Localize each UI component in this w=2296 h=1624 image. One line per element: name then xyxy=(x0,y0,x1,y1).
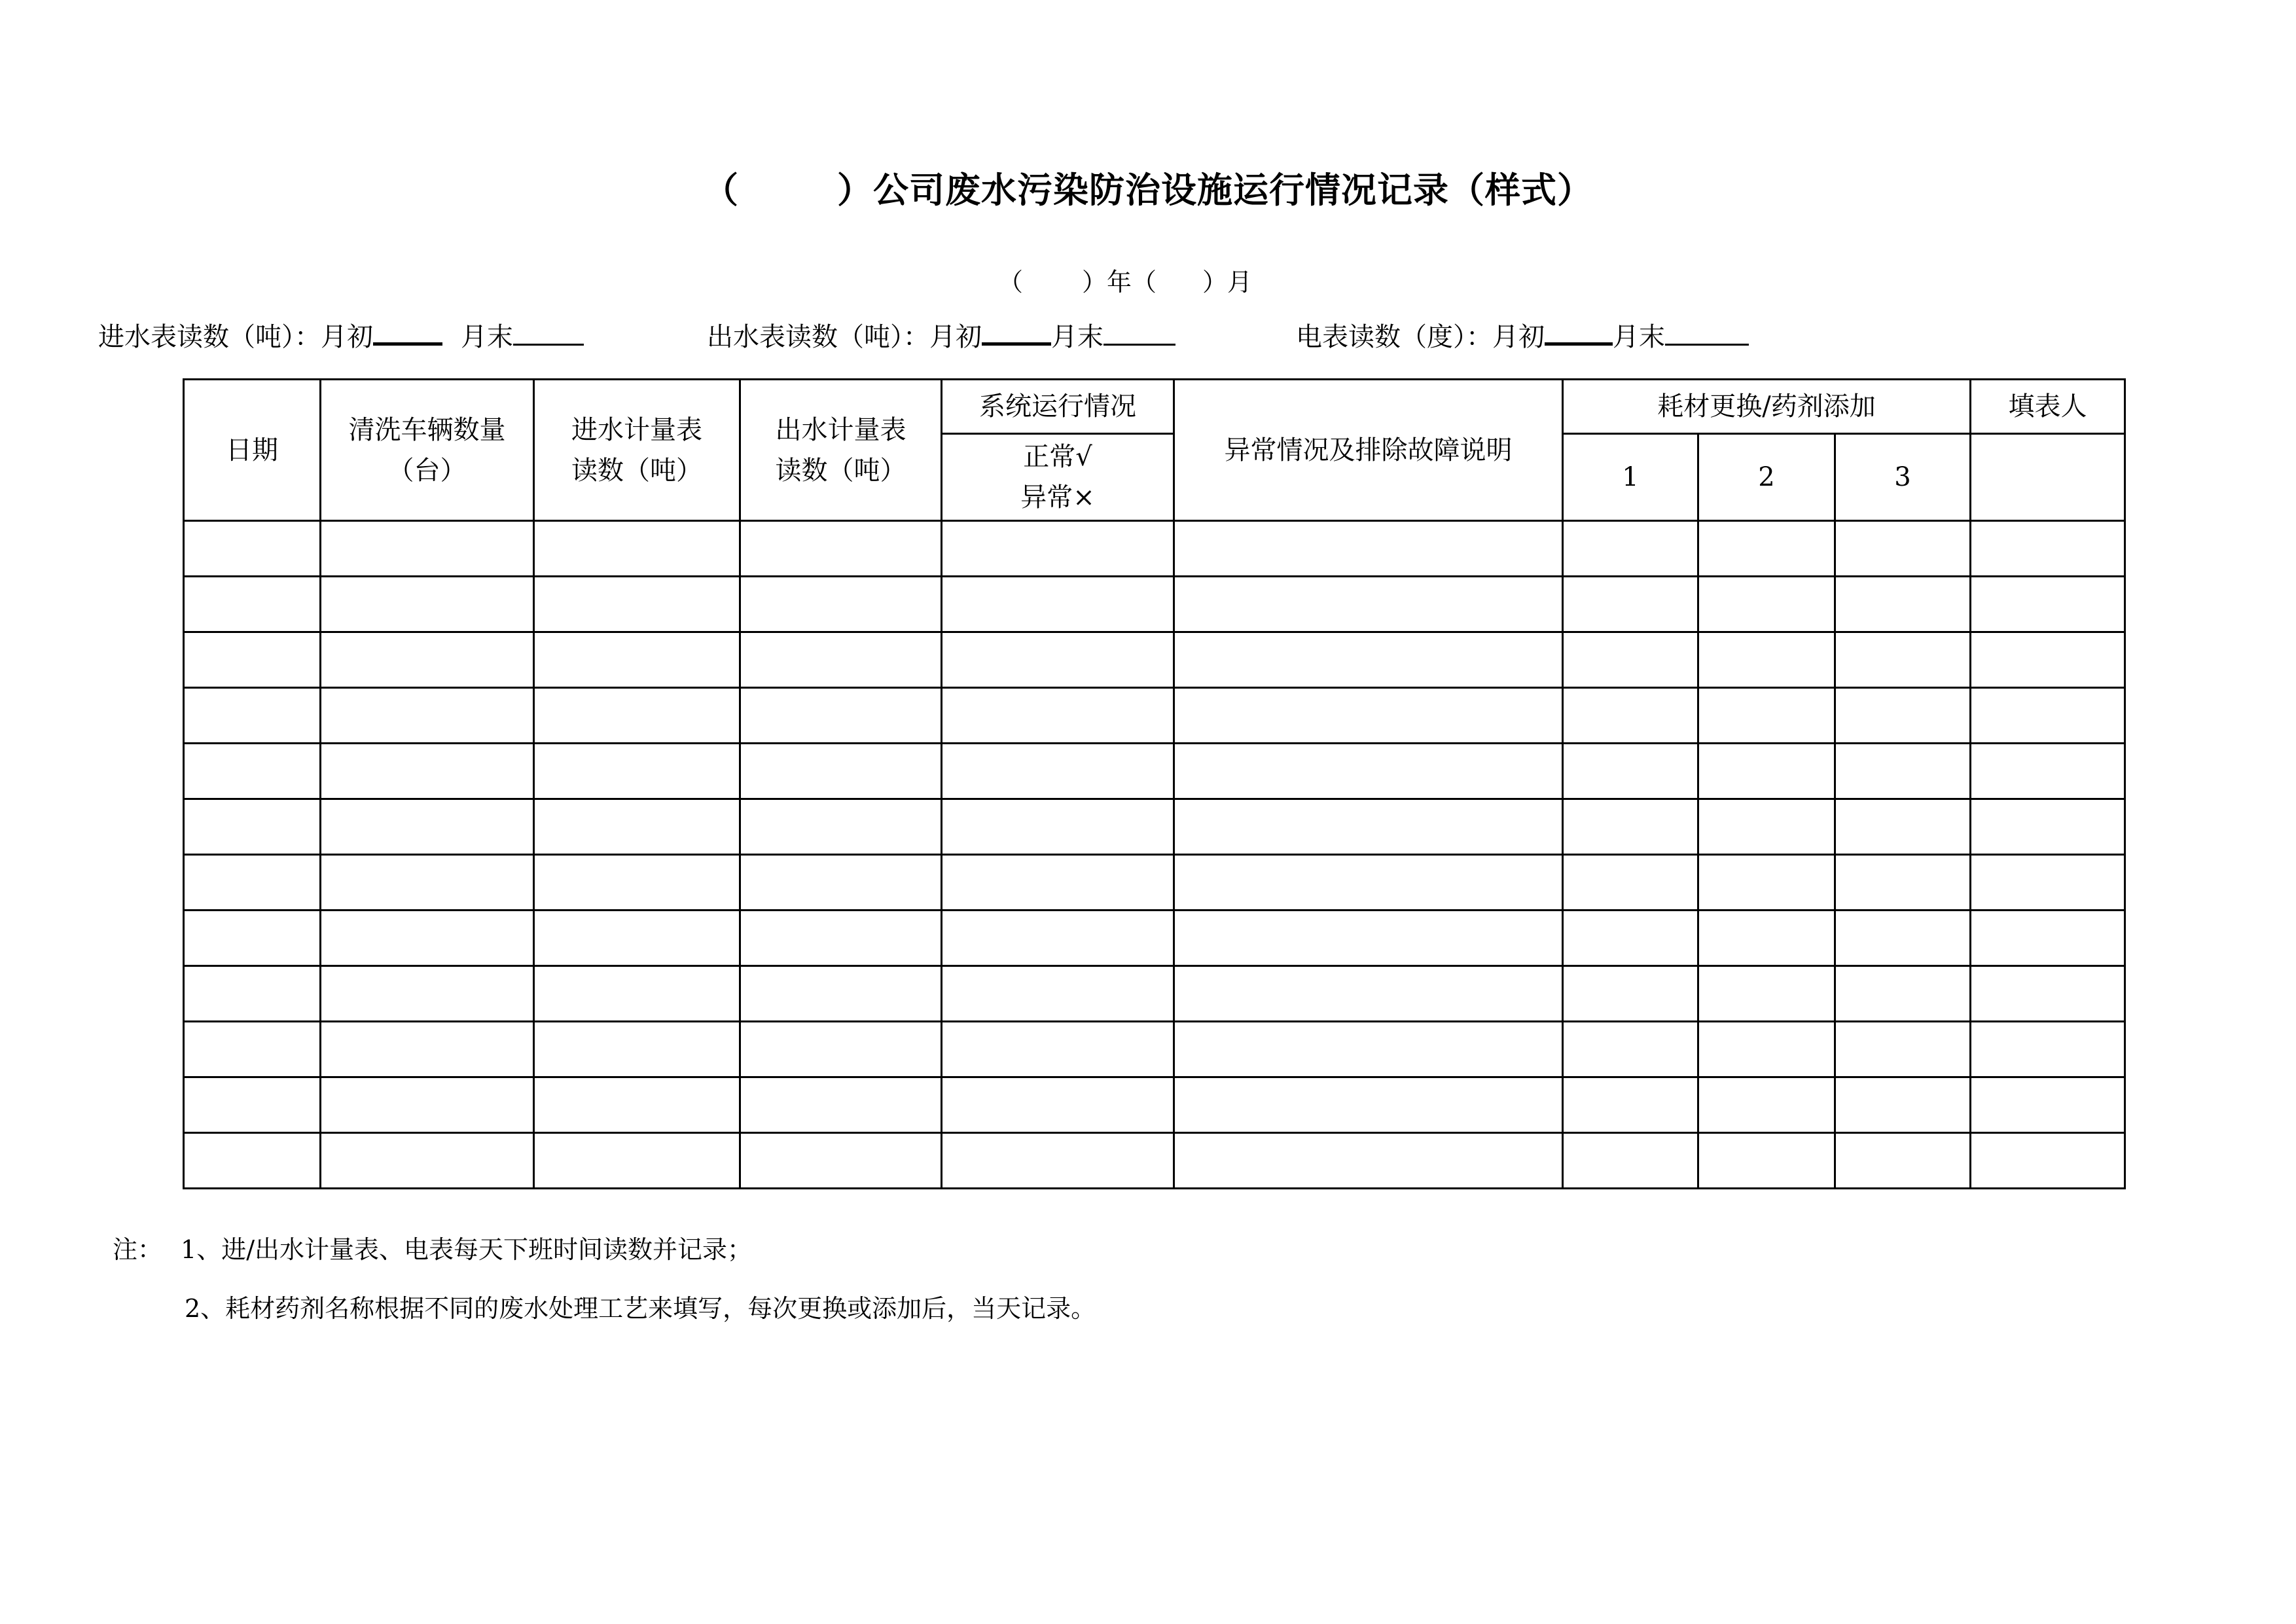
table-cell[interactable] xyxy=(1174,1133,1563,1189)
table-cell[interactable] xyxy=(1835,966,1971,1022)
header-line: 读数（吨） xyxy=(571,455,702,486)
table-row xyxy=(184,744,2125,799)
table-cell[interactable] xyxy=(1563,1022,1698,1077)
table-cell[interactable] xyxy=(321,1022,534,1077)
header-date: 日期 xyxy=(184,380,321,521)
table-cell[interactable] xyxy=(942,744,1174,799)
table-cell[interactable] xyxy=(1835,1022,1971,1077)
table-cell[interactable] xyxy=(942,577,1174,632)
month-label: ）月 xyxy=(1202,268,1253,297)
table-cell[interactable] xyxy=(1835,577,1971,632)
table-row xyxy=(184,911,2125,966)
end-blank[interactable] xyxy=(513,320,584,346)
header-filler-blank xyxy=(1971,434,2125,521)
table-cell[interactable] xyxy=(740,577,942,632)
table-cell[interactable] xyxy=(1698,1133,1835,1189)
table-cell[interactable] xyxy=(1835,911,1971,966)
table-cell[interactable] xyxy=(740,966,942,1022)
header-consumable-1: 1 xyxy=(1563,434,1698,521)
table-cell[interactable] xyxy=(1971,688,2125,744)
table-cell[interactable] xyxy=(184,688,321,744)
notes-prefix: 注： xyxy=(113,1235,163,1264)
table-cell[interactable] xyxy=(1174,799,1563,855)
inflow-meter-reading xyxy=(98,316,584,353)
table-cell[interactable] xyxy=(1835,1077,1971,1133)
table-cell[interactable] xyxy=(740,1133,942,1189)
table-cell[interactable] xyxy=(942,521,1174,577)
table-cell[interactable] xyxy=(534,521,740,577)
header-outflow xyxy=(740,380,942,521)
table-cell[interactable] xyxy=(740,688,942,744)
table-cell[interactable] xyxy=(1698,632,1835,688)
record-table xyxy=(183,378,2126,1189)
table-cell[interactable] xyxy=(321,632,534,688)
table-cell[interactable] xyxy=(1698,577,1835,632)
header-system-legend xyxy=(942,434,1174,521)
table-cell[interactable] xyxy=(1835,744,1971,799)
table-cell[interactable] xyxy=(1563,966,1698,1022)
table-cell[interactable] xyxy=(321,1077,534,1133)
table-cell[interactable] xyxy=(321,855,534,911)
table-cell[interactable] xyxy=(1174,744,1563,799)
table-cell[interactable] xyxy=(1698,1022,1835,1077)
table-cell[interactable] xyxy=(184,799,321,855)
table-cell[interactable] xyxy=(1174,855,1563,911)
table-cell[interactable] xyxy=(184,855,321,911)
table-cell[interactable] xyxy=(184,521,321,577)
table-cell[interactable] xyxy=(184,911,321,966)
table-cell[interactable] xyxy=(740,799,942,855)
title-text: ）公司废水污染防治设施运行情况记录（样式） xyxy=(837,170,1593,211)
table-cell[interactable] xyxy=(184,1022,321,1077)
table-cell[interactable] xyxy=(1971,1077,2125,1133)
table-cell[interactable] xyxy=(1971,855,2125,911)
table-row xyxy=(184,521,2125,577)
table-cell[interactable] xyxy=(534,688,740,744)
table-cell[interactable] xyxy=(942,688,1174,744)
table-cell[interactable] xyxy=(321,1133,534,1189)
page-title xyxy=(0,162,2296,213)
table-cell[interactable] xyxy=(321,688,534,744)
table-cell[interactable] xyxy=(534,911,740,966)
table-cell[interactable] xyxy=(1971,577,2125,632)
table-row xyxy=(184,1133,2125,1189)
table-cell[interactable] xyxy=(740,855,942,911)
date-line xyxy=(998,262,1252,298)
paren: （ xyxy=(998,268,1024,297)
table-cell[interactable] xyxy=(1563,688,1698,744)
table-cell[interactable] xyxy=(1835,1133,1971,1189)
header-consumable-2: 2 xyxy=(1698,434,1835,521)
table-cell[interactable] xyxy=(184,744,321,799)
meter-end-label: 月末 xyxy=(1613,322,1665,352)
header-line: 清洗车辆数量 xyxy=(348,414,506,445)
table-cell[interactable] xyxy=(1971,521,2125,577)
table-cell[interactable] xyxy=(184,577,321,632)
table-cell[interactable] xyxy=(1174,632,1563,688)
table-cell[interactable] xyxy=(1563,855,1698,911)
header-inflow xyxy=(534,380,740,521)
table-row xyxy=(184,1022,2125,1077)
table-cell[interactable] xyxy=(534,632,740,688)
table-cell[interactable] xyxy=(534,577,740,632)
header-filler: 填表人 xyxy=(1971,380,2125,434)
table-cell[interactable] xyxy=(1835,521,1971,577)
header-vehicles xyxy=(321,380,534,521)
legend-abnormal: 异常× xyxy=(1020,482,1095,513)
table-row xyxy=(184,1077,2125,1133)
table-cell[interactable] xyxy=(1174,577,1563,632)
table-cell[interactable] xyxy=(740,1022,942,1077)
table-cell[interactable] xyxy=(321,577,534,632)
table-cell[interactable] xyxy=(184,1133,321,1189)
table-cell[interactable] xyxy=(1698,911,1835,966)
table-cell[interactable] xyxy=(1174,1022,1563,1077)
table-cell[interactable] xyxy=(740,911,942,966)
table-cell[interactable] xyxy=(534,966,740,1022)
table-cell[interactable] xyxy=(184,632,321,688)
table-cell[interactable] xyxy=(321,744,534,799)
end-blank[interactable] xyxy=(1103,320,1175,346)
table-cell[interactable] xyxy=(1971,744,2125,799)
notes xyxy=(113,1229,752,1265)
table-cell[interactable] xyxy=(942,632,1174,688)
table-cell[interactable] xyxy=(942,1133,1174,1189)
table-cell[interactable] xyxy=(534,799,740,855)
meter-label: 进水表读数（吨）：月初 xyxy=(98,322,373,352)
year-label: ）年（ xyxy=(1082,268,1157,297)
note-item: 1、进/出水计量表、电表每天下班时间读数并记录； xyxy=(181,1235,752,1264)
table-cell[interactable] xyxy=(740,1077,942,1133)
table-cell[interactable] xyxy=(1698,744,1835,799)
table-cell[interactable] xyxy=(184,966,321,1022)
table-row xyxy=(184,855,2125,911)
meter-end-label: 月末 xyxy=(461,322,513,352)
table-cell[interactable] xyxy=(1835,688,1971,744)
table-cell[interactable] xyxy=(740,744,942,799)
start-blank[interactable] xyxy=(373,319,442,346)
header-consumables: 耗材更换/药剂添加 xyxy=(1563,380,1971,434)
table-cell[interactable] xyxy=(1563,577,1698,632)
title-open: （ xyxy=(703,170,739,211)
table-cell[interactable] xyxy=(1698,799,1835,855)
header-abnormal: 异常情况及排除故障说明 xyxy=(1174,380,1563,521)
table-cell[interactable] xyxy=(942,966,1174,1022)
end-blank[interactable] xyxy=(1665,320,1749,346)
table-cell[interactable] xyxy=(1698,521,1835,577)
table-cell[interactable] xyxy=(1174,1077,1563,1133)
start-blank[interactable] xyxy=(982,319,1051,346)
table-cell[interactable] xyxy=(740,632,942,688)
table-cell[interactable] xyxy=(942,1022,1174,1077)
table-cell[interactable] xyxy=(1971,966,2125,1022)
header-consumable-3: 3 xyxy=(1835,434,1971,521)
table-cell[interactable] xyxy=(1835,855,1971,911)
electric-meter-reading xyxy=(1296,316,1749,353)
table-cell[interactable] xyxy=(942,855,1174,911)
table-cell[interactable] xyxy=(1563,1077,1698,1133)
table-cell[interactable] xyxy=(1698,688,1835,744)
table-cell[interactable] xyxy=(1698,966,1835,1022)
header-line: 出水计量表 xyxy=(775,414,906,445)
table-cell[interactable] xyxy=(1698,1077,1835,1133)
table-cell[interactable] xyxy=(1698,855,1835,911)
table-cell[interactable] xyxy=(942,1077,1174,1133)
table-cell[interactable] xyxy=(1563,911,1698,966)
table-cell[interactable] xyxy=(1174,911,1563,966)
table-cell[interactable] xyxy=(942,799,1174,855)
table-row xyxy=(184,632,2125,688)
start-blank[interactable] xyxy=(1545,319,1613,346)
table-cell[interactable] xyxy=(321,966,534,1022)
table-cell[interactable] xyxy=(1971,632,2125,688)
table-cell[interactable] xyxy=(1563,521,1698,577)
table-row xyxy=(184,966,2125,1022)
legend-normal: 正常√ xyxy=(1023,442,1092,472)
table-cell[interactable] xyxy=(1174,521,1563,577)
meter-label: 电表读数（度）：月初 xyxy=(1296,322,1545,352)
table-cell[interactable] xyxy=(1563,1133,1698,1189)
outflow-meter-reading xyxy=(707,316,1175,353)
table-cell[interactable] xyxy=(534,1022,740,1077)
table-cell[interactable] xyxy=(1174,688,1563,744)
table-cell[interactable] xyxy=(1971,911,2125,966)
table-cell[interactable] xyxy=(1835,632,1971,688)
header-line: 进水计量表 xyxy=(571,414,702,445)
table-cell[interactable] xyxy=(534,1133,740,1189)
table-cell[interactable] xyxy=(1971,799,2125,855)
table-cell[interactable] xyxy=(184,1077,321,1133)
table-row xyxy=(184,799,2125,855)
table-cell[interactable] xyxy=(1563,632,1698,688)
table-cell[interactable] xyxy=(1174,966,1563,1022)
table-cell[interactable] xyxy=(1563,744,1698,799)
table-cell[interactable] xyxy=(942,911,1174,966)
table-cell[interactable] xyxy=(321,799,534,855)
table-cell[interactable] xyxy=(1971,1133,2125,1189)
header-system: 系统运行情况 xyxy=(942,380,1174,434)
meter-label: 出水表读数（吨）：月初 xyxy=(707,322,982,352)
table-cell[interactable] xyxy=(740,521,942,577)
table-cell[interactable] xyxy=(321,521,534,577)
table-cell[interactable] xyxy=(1835,799,1971,855)
table-cell[interactable] xyxy=(1971,1022,2125,1077)
table-cell[interactable] xyxy=(321,911,534,966)
note-item: 2、耗材药剂名称根据不同的废水处理工艺来填写，每次更换或添加后，当天记录。 xyxy=(185,1294,1096,1323)
meter-end-label: 月末 xyxy=(1051,322,1103,352)
header-line: 读数（吨） xyxy=(775,455,906,486)
table-cell[interactable] xyxy=(534,1077,740,1133)
table-cell[interactable] xyxy=(1563,799,1698,855)
table-cell[interactable] xyxy=(534,855,740,911)
table-cell[interactable] xyxy=(534,744,740,799)
table-row xyxy=(184,577,2125,632)
header-line: （台） xyxy=(387,455,467,486)
table-row xyxy=(184,688,2125,744)
